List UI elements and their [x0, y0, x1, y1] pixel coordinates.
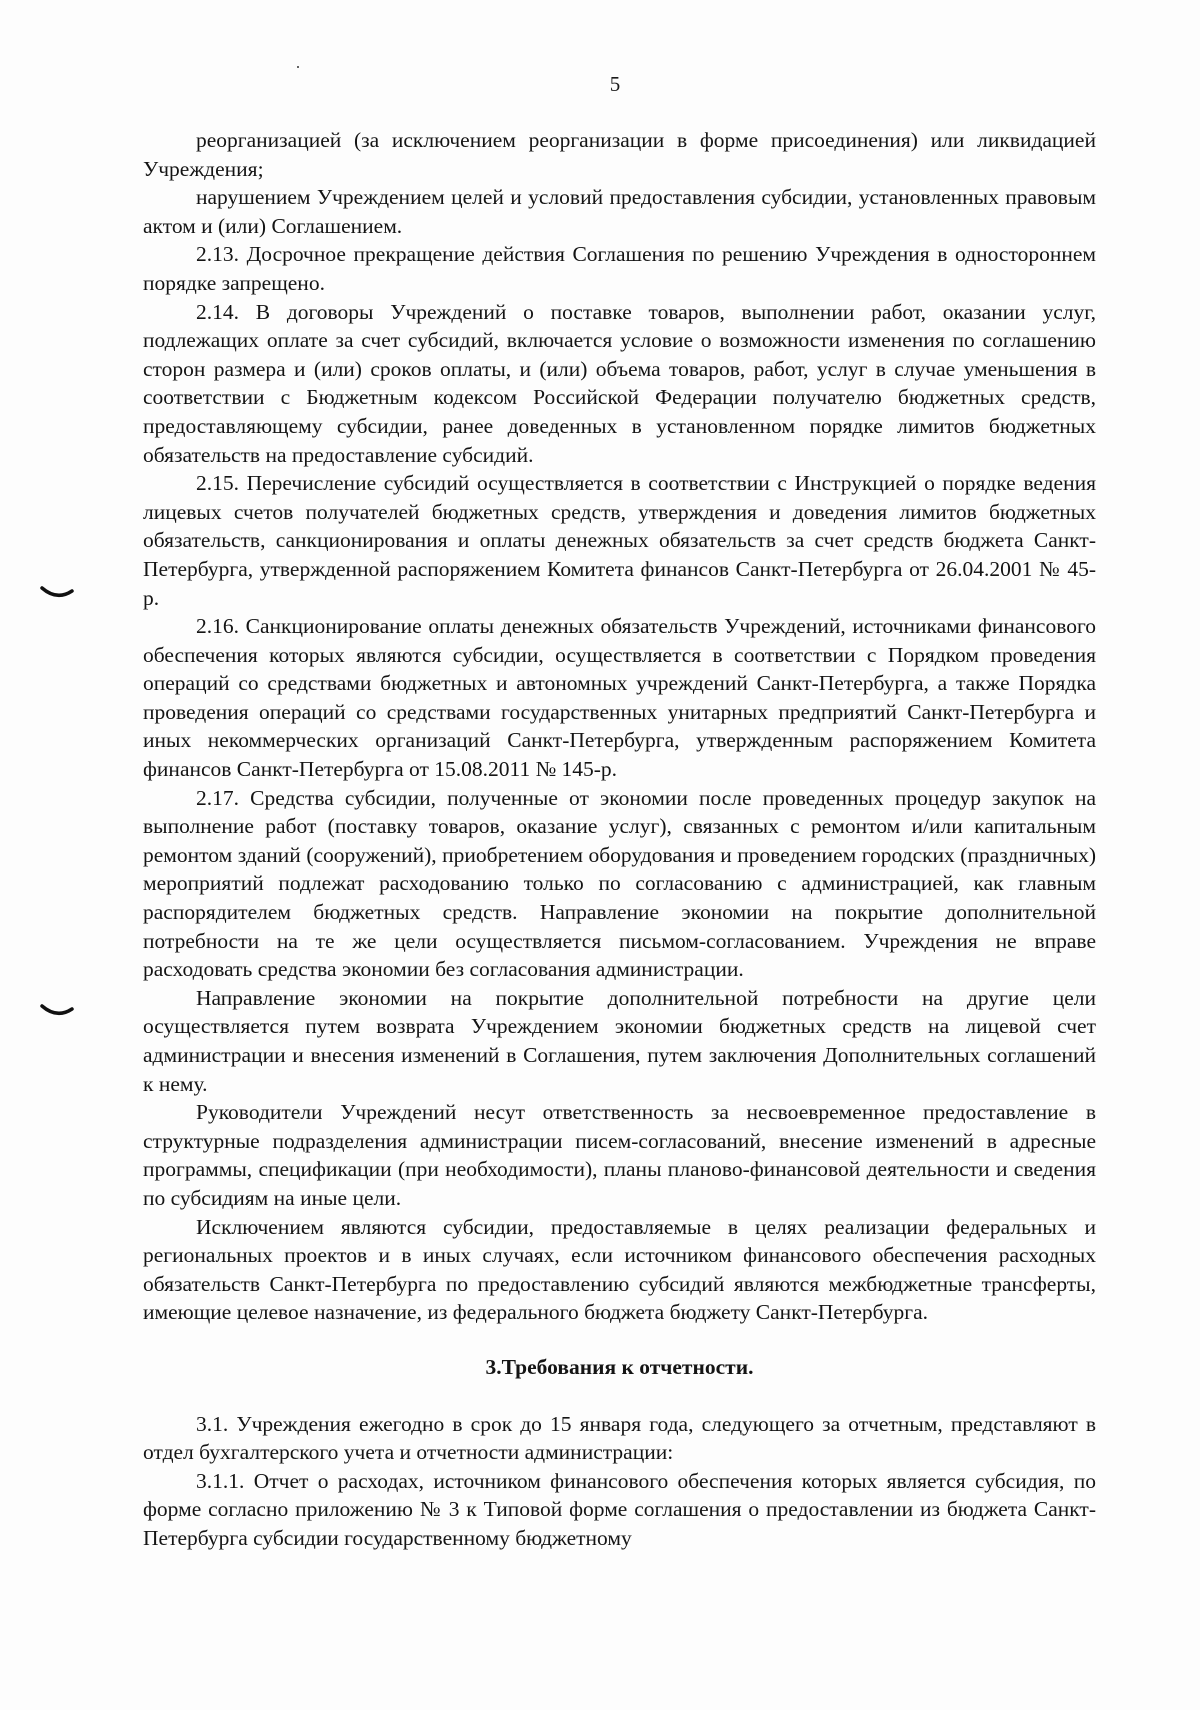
paragraph: 2.14. В договоры Учреждений о поставке товаров, выполнении работ, оказании услуг, подлежащих оплате за счет субсидий, включается условие о возможности изменения по соглашению сторон размера и (или) сроков оплаты, и (или) объема товаров, работ, услуг в случае уменьшения в соответствии с Бюджетным кодексом Российской Федерации получателю бюджетных средств, предоставляющему субсидии, ранее доведенных в установленном порядке лимитов бюджетных обязательств на предоставление субсидий. — [143, 299, 1096, 467]
punch-hole-mark — [40, 585, 74, 601]
paragraph: 2.15. Перечисление субсидий осуществляется в соответствии с Инструкцией о порядке ведения лицевых счетов получателей бюджетных средств, утверждения и доведения лимитов бюджетных обязательств, санкционирования и оплаты денежных обязательств за счет средств бюджета Санкт-Петербурга, утвержденной распоряжением Комитета финансов Санкт-Петербурга от 26.04.2001 № 45-р. — [143, 471, 1096, 610]
paragraph: 2.13. Досрочное прекращение действия Соглашения по решению Учреждения в одностороннем порядке запрещено. — [143, 242, 1096, 295]
section-heading: 3.Требования к отчетности. — [485, 1354, 754, 1379]
paragraph: Руководители Учреждений несут ответственность за несвоевременное предоставление в структурные подразделения администрации писем-согласований, внесение изменений в адресные программы, спецификации (при необходимости), планы планово-финансовой деятельности и сведения по субсидиям на иные цели. — [143, 1100, 1096, 1210]
paragraph: реорганизацией (за исключением реорганизации в форме присоединения) или ликвидацией Учреждения; — [143, 128, 1096, 181]
scan-speck — [297, 66, 299, 68]
paragraph: нарушением Учреждением целей и условий предоставления субсидии, установленных правовым актом и (или) Соглашением. — [143, 185, 1096, 238]
document-body — [143, 126, 1096, 1553]
paragraph: 2.16. Санкционирование оплаты денежных обязательств Учреждений, источниками финансового обеспечения которых являются субсидии, осуществляется в соответствии с Порядком проведения операций со средствами бюджетных и автономных учреждений Санкт-Петербурга, а также Порядка проведения операций со средствами государственных унитарных предприятий Санкт-Петербурга и иных некоммерческих организаций Санкт-Петербурга, утвержденным распоряжением Комитета финансов Санкт-Петербурга от 15.08.2011 № 145-р. — [143, 614, 1096, 782]
punch-hole-mark — [40, 1003, 74, 1019]
page-number: 5 — [609, 72, 621, 96]
paragraph: Направление экономии на покрытие дополнительной потребности на другие цели осуществляется путем возврата Учреждением экономии бюджетных средств на лицевой счет администрации и внесения изменений в Соглашения, путем заключения Дополнительных соглашений к нему. — [143, 985, 1096, 1096]
paragraph: Исключением являются субсидии, предоставляемые в целях реализации федеральных и региональных проектов и в иных случаях, если источником финансового обеспечения расходных обязательств Санкт-Петербурга по предоставлению субсидий являются межбюджетные трансферты, имеющие целевое назначение, из федерального бюджета бюджету Санкт-Петербурга. — [143, 1214, 1096, 1325]
paragraph: 3.1. Учреждения ежегодно в срок до 15 января года, следующего за отчетным, представляют в отдел бухгалтерского учета и отчетности администрации: — [143, 1411, 1096, 1465]
paragraph: 2.17. Средства субсидии, полученные от экономии после проведенных процедур закупок на выполнение работ (поставку товаров, оказание услуг), связанных с ремонтом и/или капитальным ремонтом зданий (сооружений), приобретением оборудования и проведением городских (праздничных) мероприятий подлежат расходованию только по согласованию с администрацией, как главным распорядителем бюджетных средств. Направление экономии на покрытие дополнительной потребности на те же цели осуществляется письмом-согласованием. Учреждения не вправе расходовать средства экономии без согласования администрации. — [143, 785, 1096, 982]
paragraph: 3.1.1. Отчет о расходах, источником финансового обеспечения которых является субсидия, по форме согласно приложению № 3 к Типовой форме соглашения о предоставлении из бюджета Санкт-Петербурга субсидии государственному бюджетному — [143, 1468, 1096, 1550]
